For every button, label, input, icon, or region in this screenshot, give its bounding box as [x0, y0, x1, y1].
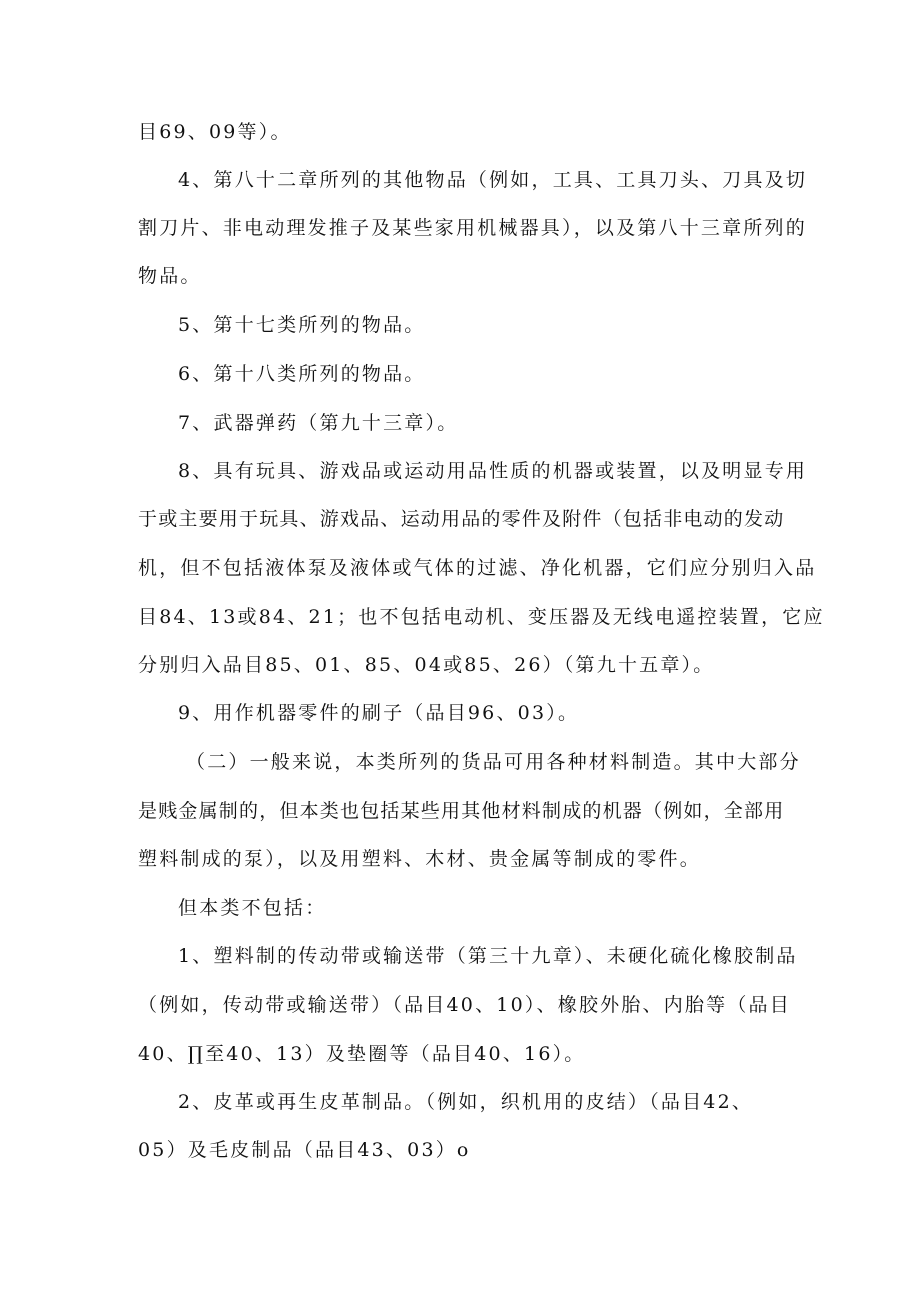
text-line-6: 6、第十八类所列的物品。: [178, 363, 426, 385]
text-line-9: 于或主要用于玩具、游戏品、运动用品的零件及附件（包括非电动的发动: [138, 508, 785, 530]
text-line-4: 物品。: [138, 265, 202, 287]
text-line-16: 塑料制成的泵），以及用塑料、木材、贵金属等制成的零件。: [138, 848, 701, 870]
text-line-20: 40、∏至40、13）及垫圈等（品目40、16）。: [138, 1043, 586, 1065]
text-line-13: 9、用作机器零件的刷子（品目96、03）。: [178, 702, 580, 724]
text-line-3: 割刀片、非电动理发推子及某些家用机械器具），以及第八十三章所列的: [138, 217, 807, 239]
text-line-11: 目84、13或84、21；也不包括电动机、变压器及无线电遥控装置，它应: [138, 606, 825, 628]
text-line-17: 但本类不包括：: [178, 897, 327, 919]
text-line-21: 2、皮革或再生皮革制品。（例如，织机用的皮结）（品目42、: [178, 1091, 754, 1113]
text-line-2: 4、第八十二章所列的其他物品（例如，工具、工具刀头、刀具及切: [178, 169, 808, 191]
text-line-19: （例如，传动带或输送带）（品目40、10）、橡胶外胎、内胎等（品目: [138, 994, 791, 1016]
text-line-12: 分别归入品目85、01、85、04或85、26）（第九十五章）。: [138, 654, 715, 676]
text-line-5: 5、第十七类所列的物品。: [178, 314, 426, 336]
text-line-18: 1、塑料制的传动带或输送带（第三十九章）、未硬化硫化橡胶制品: [178, 945, 798, 967]
text-line-10: 机，但不包括液体泵及液体或气体的过滤、净化机器，它们应分别归入品: [138, 557, 817, 579]
text-line-15: 是贱金属制的，但本类也包括某些用其他材料制成的机器（例如，全部用: [138, 800, 785, 822]
text-line-1: 目69、09等）。: [138, 121, 292, 143]
text-line-22: 05）及毛皮制品（品目43、03）o: [138, 1139, 471, 1161]
text-line-7: 7、武器弹药（第九十三章）。: [178, 412, 459, 434]
text-line-8: 8、具有玩具、游戏品或运动用品性质的机器或装置，以及明显专用: [178, 460, 808, 482]
text-line-14: （二）一般来说，本类所列的货品可用各种材料制造。其中大部分: [186, 751, 801, 773]
